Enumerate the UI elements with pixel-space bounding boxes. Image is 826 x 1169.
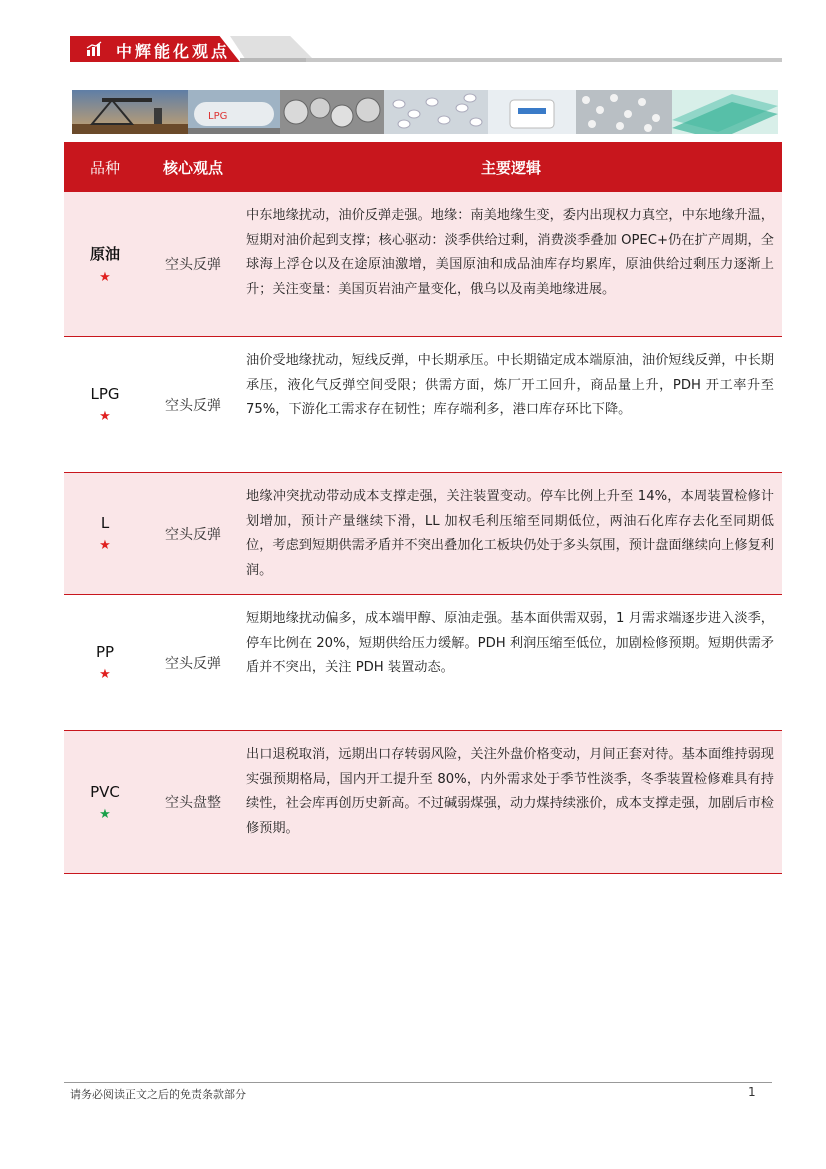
product-cell [64,731,146,873]
pellets-image [384,90,488,134]
photo-strip [72,90,778,134]
product-cell [64,473,146,594]
column-header-product: 品种 [89,158,120,177]
core-view: 空头反弹 [165,257,221,273]
column-header-view: 核心观点 [162,158,223,177]
product-name: 原油 [89,245,120,263]
main-logic: 出口退税取消，远期出口存转弱风险，关注外盘价格变动，月间正套对待。基本面维持弱现实强预期格局，国内开工提升至 80%，内外需求处于季节性淡季，冬季装置检修难具有持续性，社会库再创历史新高。不过碱弱煤强，动力煤持续涨价，成本支撑走强，加剧后市检修预期。 [246,747,774,836]
product-name: PVC [90,782,120,801]
table-row-l [64,473,782,595]
table-header [64,142,782,192]
viewpoint-table [64,142,782,874]
table-row-crude-oil [64,192,782,337]
product-cell [64,192,146,336]
core-view: 空头盘整 [165,795,221,811]
star-icon: ★ [99,409,111,424]
table-row-pp [64,595,782,731]
main-logic: 短期地缘扰动偏多，成本端甲醇、原油走强。基本面供需双弱，1 月需求端逐步进入淡季，停车比例在 20%，短期供给压力缓解。PDH 利润压缩至低位，加剧检修预期。短期供需矛盾并不突出，关注 PDH 装置动态。 [246,611,774,675]
page-title: 中辉能化观点 [116,42,231,61]
bottle-image [488,90,576,134]
bar-chart-icon [86,41,102,57]
product-name: L [100,514,110,532]
banner-divider [306,58,782,62]
footer-divider [64,1082,772,1083]
main-logic: 中东地缘扰动，油价反弹走强。地缘：南美地缘生变，委内出现权力真空，中东地缘升温，短期对油价起到支撑；核心驱动：淡季供给过剩，消费淡季叠加 OPEC+仍在扩产周期，全球海上浮仓以及在途原油激增，美国原油和成品油库存均累库，原油供给过剩压力逐渐上升；关注变量：美国页岩油产量变化，俄乌以及南美地缘进展。 [246,208,774,297]
core-view: 空头反弹 [165,655,221,672]
oil-pump-image [72,90,188,134]
svg-text:LPG: LPG [208,111,228,122]
granules-image [576,90,672,134]
product-cell [64,595,146,730]
product-cell [64,337,146,472]
header-banner [70,36,782,62]
star-icon: ★ [99,806,111,822]
column-header-logic: 主要逻辑 [480,158,541,177]
banner-divider-dark [240,58,306,62]
product-name: PP [95,643,115,661]
star-icon: ★ [99,538,111,553]
star-icon: ★ [99,270,111,285]
pipes-image [280,90,384,134]
core-view: 空头反弹 [165,526,221,543]
core-view: 空头反弹 [165,397,221,414]
main-logic: 地缘冲突扰动带动成本支撑走强，关注装置变动。停车比例上升至 14%，本周装置检修计划增加，预计产量继续下滑，LL 加权毛利压缩至同期低位，两油石化库存去化至同期低位，考虑到短期供需矛盾并不突出叠加化工板块仍处于多头氛围，预计盘面继续向上修复利润。 [246,489,774,578]
main-logic: 油价受地缘扰动，短线反弹，中长期承压。中长期锚定成本端原油，油价短线反弹，中长期承压，液化气反弹空间受限；供需方面，炼厂开工回升，商品量上升，PDH 开工率升至 75%，下游化工需求存在韧性；库存端利多，港口库存环比下降。 [246,353,774,417]
lpg-tank-image [188,90,280,134]
table-row-pvc [64,731,782,874]
footer-disclaimer: 请务必阅读正文之后的免责条款部分 [70,1088,246,1101]
table-row-lpg [64,337,782,473]
glass-panels-image [672,90,778,134]
page-number: 1 [748,1085,756,1099]
star-icon: ★ [99,667,111,682]
product-name: LPG [90,385,120,403]
